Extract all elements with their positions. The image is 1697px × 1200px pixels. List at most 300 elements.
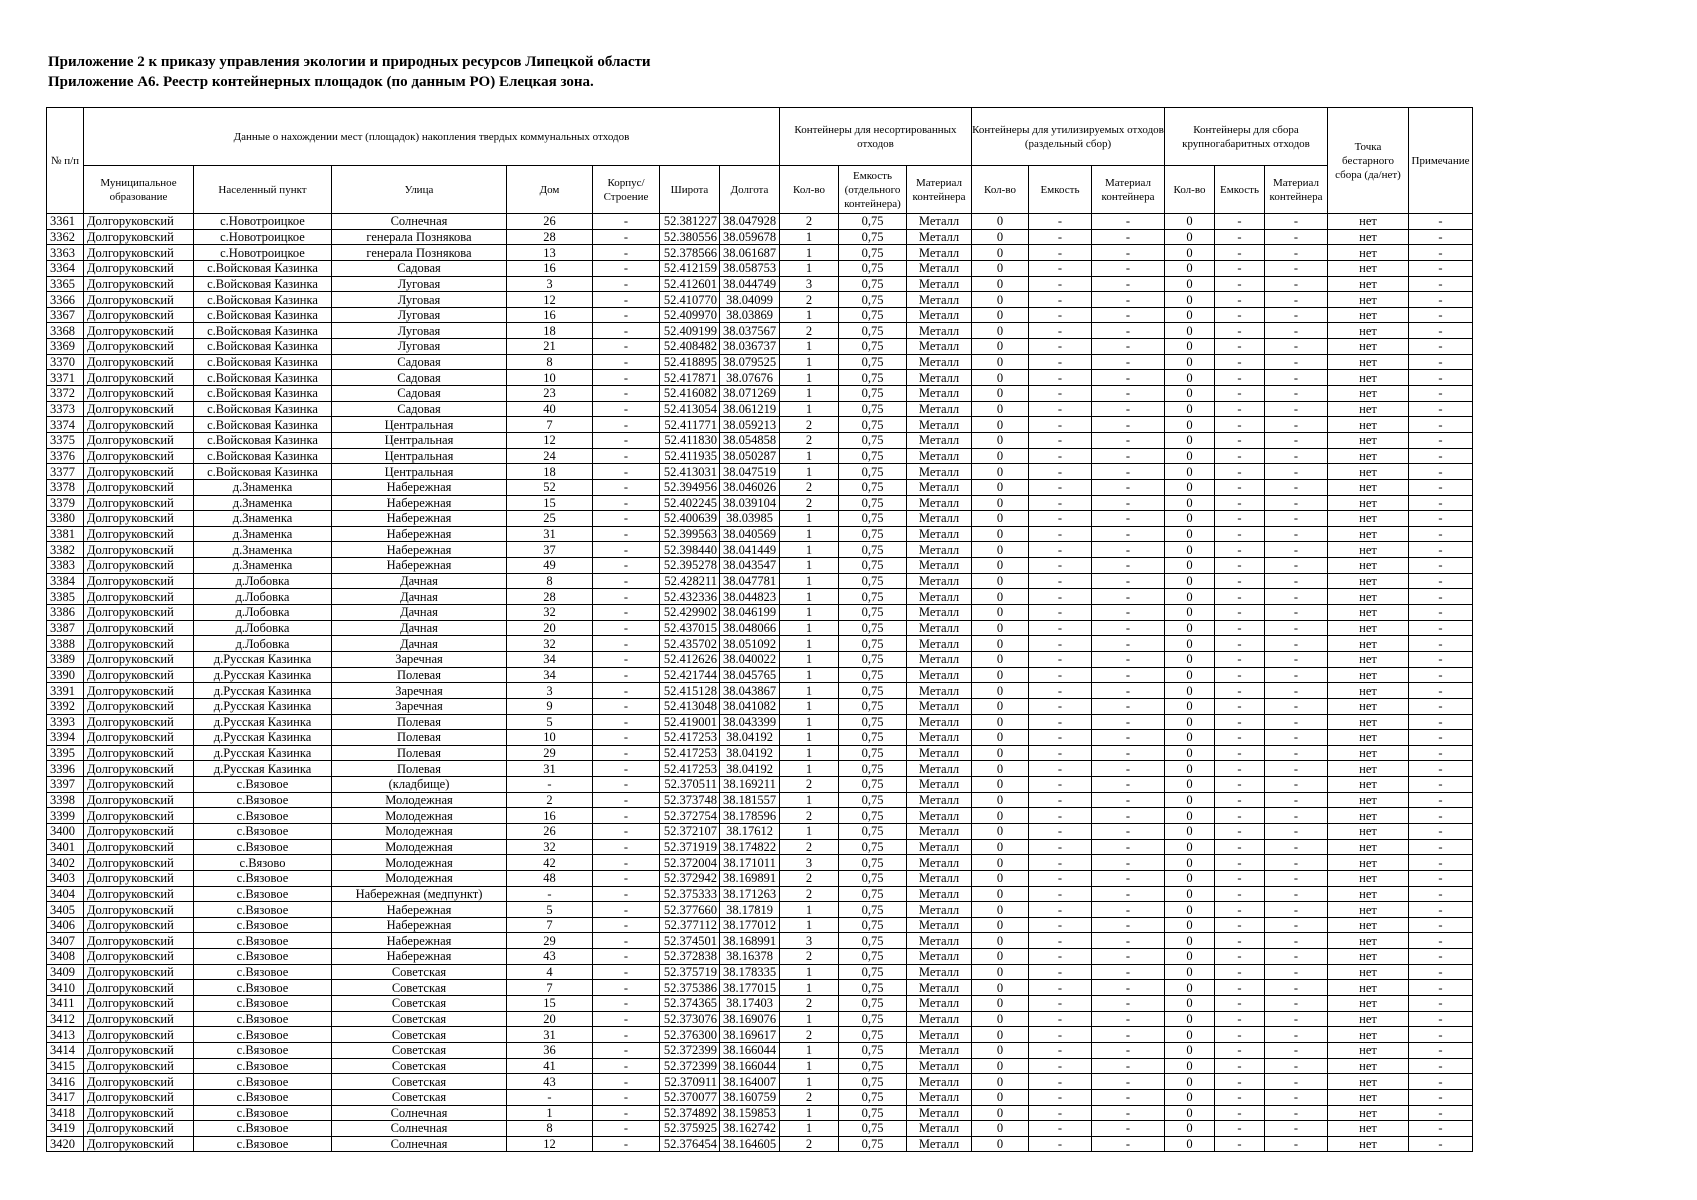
cell-building: -: [593, 229, 660, 245]
cell-bulky-count: 0: [1165, 307, 1215, 323]
cell-recyclable-material: -: [1092, 1121, 1165, 1137]
cell-latitude: 52.411771: [660, 417, 720, 433]
cell-bulky-capacity: -: [1215, 401, 1265, 417]
cell-bulk-collection-point: нет: [1328, 605, 1409, 621]
cell-recyclable-material: -: [1092, 417, 1165, 433]
cell-bulky-count: 0: [1165, 917, 1215, 933]
cell-house: 5: [507, 714, 593, 730]
cell-settlement: с.Войсковая Казинка: [194, 432, 332, 448]
cell-unsorted-material: Металл: [907, 1011, 972, 1027]
cell-house: 2: [507, 792, 593, 808]
cell-notes: -: [1409, 667, 1473, 683]
cell-unsorted-count: 1: [780, 448, 839, 464]
cell-unsorted-count: 2: [780, 870, 839, 886]
cell-municipality: Долгоруковский: [84, 667, 194, 683]
cell-house: 20: [507, 1011, 593, 1027]
cell-settlement: с.Войсковая Казинка: [194, 370, 332, 386]
cell-unsorted-capacity: 0,75: [839, 417, 907, 433]
table-header: [47, 108, 1473, 214]
cell-house: 15: [507, 996, 593, 1012]
cell-recyclable-material: -: [1092, 542, 1165, 558]
table-row: [47, 401, 1473, 417]
cell-recyclable-material: -: [1092, 605, 1165, 621]
cell-unsorted-capacity: 0,75: [839, 902, 907, 918]
cell-notes: -: [1409, 933, 1473, 949]
cell-bulky-count: 0: [1165, 339, 1215, 355]
cell-notes: -: [1409, 980, 1473, 996]
header-notes: Примечание: [1409, 108, 1473, 214]
cell-unsorted-capacity: 0,75: [839, 1058, 907, 1074]
cell-municipality: Долгоруковский: [84, 651, 194, 667]
cell-longitude: 38.16378: [720, 949, 780, 965]
cell-bulky-material: -: [1265, 1105, 1328, 1121]
cell-bulky-material: -: [1265, 886, 1328, 902]
cell-latitude: 52.417253: [660, 730, 720, 746]
cell-house: 37: [507, 542, 593, 558]
cell-longitude: 38.047519: [720, 464, 780, 480]
cell-municipality: Долгоруковский: [84, 479, 194, 495]
cell-row-number: 3402: [47, 855, 84, 871]
cell-recyclable-material: -: [1092, 996, 1165, 1012]
cell-unsorted-count: 1: [780, 667, 839, 683]
cell-bulky-count: 0: [1165, 964, 1215, 980]
cell-building: -: [593, 605, 660, 621]
cell-municipality: Долгоруковский: [84, 792, 194, 808]
cell-latitude: 52.410770: [660, 292, 720, 308]
cell-row-number: 3390: [47, 667, 84, 683]
cell-unsorted-capacity: 0,75: [839, 730, 907, 746]
cell-bulky-capacity: -: [1215, 933, 1265, 949]
cell-row-number: 3410: [47, 980, 84, 996]
cell-unsorted-material: Металл: [907, 1121, 972, 1137]
cell-settlement: с.Войсковая Казинка: [194, 464, 332, 480]
cell-unsorted-capacity: 0,75: [839, 714, 907, 730]
cell-street: Набережная: [332, 542, 507, 558]
cell-latitude: 52.417871: [660, 370, 720, 386]
cell-recyclable-capacity: -: [1029, 245, 1092, 261]
cell-recyclable-count: 0: [972, 714, 1029, 730]
cell-bulky-material: -: [1265, 870, 1328, 886]
cell-bulky-count: 0: [1165, 933, 1215, 949]
cell-recyclable-capacity: -: [1029, 511, 1092, 527]
cell-bulky-count: 0: [1165, 432, 1215, 448]
cell-unsorted-capacity: 0,75: [839, 558, 907, 574]
cell-unsorted-material: Металл: [907, 229, 972, 245]
cell-bulk-collection-point: нет: [1328, 292, 1409, 308]
cell-settlement: д.Русская Казинка: [194, 683, 332, 699]
cell-street: Советская: [332, 1089, 507, 1105]
cell-recyclable-count: 0: [972, 651, 1029, 667]
cell-municipality: Долгоруковский: [84, 339, 194, 355]
cell-bulk-collection-point: нет: [1328, 1121, 1409, 1137]
cell-unsorted-material: Металл: [907, 292, 972, 308]
cell-bulk-collection-point: нет: [1328, 464, 1409, 480]
cell-unsorted-count: 1: [780, 229, 839, 245]
cell-bulky-count: 0: [1165, 354, 1215, 370]
cell-latitude: 52.415128: [660, 683, 720, 699]
cell-municipality: Долгоруковский: [84, 401, 194, 417]
table-row: [47, 448, 1473, 464]
cell-longitude: 38.043547: [720, 558, 780, 574]
cell-recyclable-material: -: [1092, 589, 1165, 605]
cell-recyclable-material: -: [1092, 448, 1165, 464]
cell-recyclable-capacity: -: [1029, 683, 1092, 699]
cell-bulky-capacity: -: [1215, 479, 1265, 495]
cell-bulky-capacity: -: [1215, 870, 1265, 886]
cell-unsorted-material: Металл: [907, 870, 972, 886]
cell-recyclable-capacity: -: [1029, 1105, 1092, 1121]
cell-bulky-capacity: -: [1215, 761, 1265, 777]
cell-latitude: 52.381227: [660, 214, 720, 230]
cell-settlement: д.Русская Казинка: [194, 698, 332, 714]
cell-unsorted-material: Металл: [907, 511, 972, 527]
cell-bulky-capacity: -: [1215, 245, 1265, 261]
cell-unsorted-capacity: 0,75: [839, 1042, 907, 1058]
cell-recyclable-capacity: -: [1029, 1136, 1092, 1152]
cell-building: -: [593, 792, 660, 808]
cell-bulky-count: 0: [1165, 620, 1215, 636]
cell-longitude: 38.17612: [720, 823, 780, 839]
cell-bulky-count: 0: [1165, 777, 1215, 793]
cell-building: -: [593, 448, 660, 464]
cell-bulky-material: -: [1265, 996, 1328, 1012]
table-row: [47, 792, 1473, 808]
cell-row-number: 3375: [47, 432, 84, 448]
cell-longitude: 38.166044: [720, 1042, 780, 1058]
cell-latitude: 52.378566: [660, 245, 720, 261]
table-row: [47, 464, 1473, 480]
cell-unsorted-count: 2: [780, 1027, 839, 1043]
cell-bulky-material: -: [1265, 401, 1328, 417]
cell-row-number: 3407: [47, 933, 84, 949]
cell-notes: -: [1409, 886, 1473, 902]
cell-recyclable-capacity: -: [1029, 1074, 1092, 1090]
cell-recyclable-capacity: -: [1029, 495, 1092, 511]
cell-longitude: 38.045765: [720, 667, 780, 683]
cell-row-number: 3411: [47, 996, 84, 1012]
cell-recyclable-count: 0: [972, 933, 1029, 949]
cell-building: -: [593, 323, 660, 339]
cell-street: (кладбище): [332, 777, 507, 793]
cell-bulky-material: -: [1265, 432, 1328, 448]
cell-house: 8: [507, 573, 593, 589]
cell-bulky-capacity: -: [1215, 370, 1265, 386]
cell-recyclable-material: -: [1092, 1027, 1165, 1043]
cell-row-number: 3364: [47, 260, 84, 276]
cell-building: -: [593, 558, 660, 574]
cell-longitude: 38.162742: [720, 1121, 780, 1137]
cell-unsorted-material: Металл: [907, 245, 972, 261]
cell-longitude: 38.047781: [720, 573, 780, 589]
cell-bulky-capacity: -: [1215, 730, 1265, 746]
cell-building: -: [593, 855, 660, 871]
cell-latitude: 52.400639: [660, 511, 720, 527]
cell-bulky-capacity: -: [1215, 667, 1265, 683]
cell-row-number: 3396: [47, 761, 84, 777]
cell-unsorted-capacity: 0,75: [839, 339, 907, 355]
cell-municipality: Долгоруковский: [84, 276, 194, 292]
cell-recyclable-material: -: [1092, 1105, 1165, 1121]
cell-bulky-material: -: [1265, 620, 1328, 636]
cell-house: 31: [507, 526, 593, 542]
cell-unsorted-material: Металл: [907, 1074, 972, 1090]
cell-recyclable-count: 0: [972, 589, 1029, 605]
cell-row-number: 3415: [47, 1058, 84, 1074]
cell-street: Советская: [332, 1042, 507, 1058]
cell-house: 32: [507, 605, 593, 621]
cell-latitude: 52.375333: [660, 886, 720, 902]
cell-municipality: Долгоруковский: [84, 683, 194, 699]
cell-unsorted-count: 1: [780, 1074, 839, 1090]
cell-unsorted-material: Металл: [907, 386, 972, 402]
cell-notes: -: [1409, 573, 1473, 589]
cell-unsorted-material: Металл: [907, 1105, 972, 1121]
cell-latitude: 52.435702: [660, 636, 720, 652]
cell-notes: -: [1409, 229, 1473, 245]
cell-unsorted-material: Металл: [907, 933, 972, 949]
cell-row-number: 3368: [47, 323, 84, 339]
cell-municipality: Долгоруковский: [84, 1042, 194, 1058]
cell-unsorted-capacity: 0,75: [839, 245, 907, 261]
cell-latitude: 52.398440: [660, 542, 720, 558]
cell-unsorted-count: 1: [780, 651, 839, 667]
cell-unsorted-count: 1: [780, 761, 839, 777]
cell-bulk-collection-point: нет: [1328, 980, 1409, 996]
cell-settlement: с.Новотроицкое: [194, 245, 332, 261]
cell-settlement: д.Знаменка: [194, 558, 332, 574]
cell-notes: -: [1409, 245, 1473, 261]
table-row: [47, 980, 1473, 996]
cell-house: 9: [507, 698, 593, 714]
cell-notes: -: [1409, 949, 1473, 965]
cell-street: Заречная: [332, 698, 507, 714]
cell-unsorted-count: 2: [780, 323, 839, 339]
cell-row-number: 3362: [47, 229, 84, 245]
table-row: [47, 573, 1473, 589]
cell-unsorted-capacity: 0,75: [839, 808, 907, 824]
cell-recyclable-count: 0: [972, 683, 1029, 699]
cell-longitude: 38.04192: [720, 730, 780, 746]
cell-bulky-capacity: -: [1215, 714, 1265, 730]
cell-house: 3: [507, 276, 593, 292]
cell-unsorted-count: 1: [780, 558, 839, 574]
table-row: [47, 542, 1473, 558]
cell-unsorted-capacity: 0,75: [839, 949, 907, 965]
cell-bulky-count: 0: [1165, 1042, 1215, 1058]
cell-house: 18: [507, 323, 593, 339]
cell-row-number: 3395: [47, 745, 84, 761]
cell-recyclable-count: 0: [972, 307, 1029, 323]
cell-unsorted-material: Металл: [907, 636, 972, 652]
cell-latitude: 52.370077: [660, 1089, 720, 1105]
cell-recyclable-count: 0: [972, 964, 1029, 980]
cell-notes: -: [1409, 432, 1473, 448]
cell-municipality: Долгоруковский: [84, 1121, 194, 1137]
cell-house: 8: [507, 1121, 593, 1137]
cell-recyclable-count: 0: [972, 855, 1029, 871]
cell-settlement: с.Новотроицкое: [194, 229, 332, 245]
cell-longitude: 38.047928: [720, 214, 780, 230]
cell-municipality: Долгоруковский: [84, 229, 194, 245]
cell-longitude: 38.061687: [720, 245, 780, 261]
cell-house: 3: [507, 683, 593, 699]
cell-recyclable-capacity: -: [1029, 902, 1092, 918]
cell-unsorted-material: Металл: [907, 542, 972, 558]
table-row: [47, 1121, 1473, 1137]
cell-row-number: 3378: [47, 479, 84, 495]
cell-building: -: [593, 745, 660, 761]
cell-bulky-count: 0: [1165, 667, 1215, 683]
cell-bulk-collection-point: нет: [1328, 808, 1409, 824]
cell-recyclable-material: -: [1092, 949, 1165, 965]
cell-house: 4: [507, 964, 593, 980]
cell-recyclable-material: -: [1092, 386, 1165, 402]
cell-latitude: 52.417253: [660, 761, 720, 777]
cell-notes: -: [1409, 479, 1473, 495]
cell-recyclable-material: -: [1092, 214, 1165, 230]
cell-recyclable-count: 0: [972, 1027, 1029, 1043]
cell-row-number: 3401: [47, 839, 84, 855]
cell-longitude: 38.169617: [720, 1027, 780, 1043]
cell-street: Солнечная: [332, 214, 507, 230]
cell-row-number: 3373: [47, 401, 84, 417]
cell-bulky-material: -: [1265, 1027, 1328, 1043]
cell-row-number: 3408: [47, 949, 84, 965]
table-row: [47, 354, 1473, 370]
cell-row-number: 3363: [47, 245, 84, 261]
cell-bulky-count: 0: [1165, 558, 1215, 574]
cell-building: -: [593, 823, 660, 839]
cell-municipality: Долгоруковский: [84, 855, 194, 871]
cell-unsorted-count: 1: [780, 620, 839, 636]
cell-row-number: 3384: [47, 573, 84, 589]
cell-street: Садовая: [332, 260, 507, 276]
cell-house: 1: [507, 1105, 593, 1121]
cell-recyclable-material: -: [1092, 714, 1165, 730]
table-row: [47, 730, 1473, 746]
table-row: [47, 1042, 1473, 1058]
table-row: [47, 386, 1473, 402]
cell-bulk-collection-point: нет: [1328, 589, 1409, 605]
cell-settlement: с.Вязовое: [194, 964, 332, 980]
cell-bulky-capacity: -: [1215, 1058, 1265, 1074]
cell-settlement: с.Вязовое: [194, 792, 332, 808]
cell-bulk-collection-point: нет: [1328, 276, 1409, 292]
cell-recyclable-capacity: -: [1029, 370, 1092, 386]
cell-street: Молодежная: [332, 792, 507, 808]
cell-bulk-collection-point: нет: [1328, 260, 1409, 276]
cell-notes: -: [1409, 1136, 1473, 1152]
header-municipality: Муниципальное образование: [84, 166, 194, 214]
cell-recyclable-material: -: [1092, 511, 1165, 527]
cell-recyclable-capacity: -: [1029, 964, 1092, 980]
cell-bulky-capacity: -: [1215, 698, 1265, 714]
cell-bulky-material: -: [1265, 777, 1328, 793]
cell-municipality: Долгоруковский: [84, 1074, 194, 1090]
cell-bulky-count: 0: [1165, 949, 1215, 965]
cell-latitude: 52.376300: [660, 1027, 720, 1043]
cell-bulky-capacity: -: [1215, 292, 1265, 308]
cell-bulk-collection-point: нет: [1328, 511, 1409, 527]
cell-unsorted-count: 1: [780, 917, 839, 933]
cell-building: -: [593, 636, 660, 652]
cell-unsorted-capacity: 0,75: [839, 933, 907, 949]
cell-street: Дачная: [332, 636, 507, 652]
cell-bulk-collection-point: нет: [1328, 777, 1409, 793]
cell-unsorted-capacity: 0,75: [839, 683, 907, 699]
cell-unsorted-count: 1: [780, 683, 839, 699]
cell-unsorted-count: 1: [780, 370, 839, 386]
table-row: [47, 1105, 1473, 1121]
cell-bulky-capacity: -: [1215, 1011, 1265, 1027]
cell-bulky-capacity: -: [1215, 448, 1265, 464]
cell-recyclable-count: 0: [972, 1058, 1029, 1074]
cell-unsorted-material: Металл: [907, 917, 972, 933]
cell-bulky-count: 0: [1165, 245, 1215, 261]
cell-latitude: 52.402245: [660, 495, 720, 511]
cell-bulk-collection-point: нет: [1328, 792, 1409, 808]
cell-bulky-material: -: [1265, 1136, 1328, 1152]
cell-bulk-collection-point: нет: [1328, 1074, 1409, 1090]
cell-unsorted-material: Металл: [907, 1058, 972, 1074]
header-unsorted-material: Материал контейнера: [907, 166, 972, 214]
cell-row-number: 3370: [47, 354, 84, 370]
cell-bulky-count: 0: [1165, 526, 1215, 542]
cell-municipality: Долгоруковский: [84, 902, 194, 918]
cell-settlement: с.Вязовое: [194, 980, 332, 996]
cell-unsorted-material: Металл: [907, 964, 972, 980]
cell-bulky-capacity: -: [1215, 1027, 1265, 1043]
cell-notes: -: [1409, 902, 1473, 918]
cell-latitude: 52.374892: [660, 1105, 720, 1121]
cell-bulky-count: 0: [1165, 1011, 1215, 1027]
cell-bulky-material: -: [1265, 229, 1328, 245]
cell-bulky-count: 0: [1165, 1089, 1215, 1105]
cell-recyclable-capacity: -: [1029, 636, 1092, 652]
cell-bulk-collection-point: нет: [1328, 526, 1409, 542]
cell-municipality: Долгоруковский: [84, 823, 194, 839]
cell-house: 43: [507, 949, 593, 965]
table-row: [47, 1074, 1473, 1090]
cell-row-number: 3419: [47, 1121, 84, 1137]
cell-bulky-count: 0: [1165, 292, 1215, 308]
cell-bulk-collection-point: нет: [1328, 1136, 1409, 1152]
cell-notes: -: [1409, 917, 1473, 933]
cell-unsorted-count: 1: [780, 1105, 839, 1121]
cell-unsorted-capacity: 0,75: [839, 448, 907, 464]
cell-latitude: 52.372107: [660, 823, 720, 839]
cell-recyclable-count: 0: [972, 839, 1029, 855]
table-row: [47, 745, 1473, 761]
cell-recyclable-count: 0: [972, 949, 1029, 965]
table-row: [47, 495, 1473, 511]
cell-building: -: [593, 902, 660, 918]
cell-bulky-count: 0: [1165, 808, 1215, 824]
cell-recyclable-count: 0: [972, 354, 1029, 370]
header-bulky-capacity: Емкость: [1215, 166, 1265, 214]
cell-bulky-count: 0: [1165, 1105, 1215, 1121]
cell-unsorted-count: 1: [780, 354, 839, 370]
cell-notes: -: [1409, 370, 1473, 386]
cell-longitude: 38.178596: [720, 808, 780, 824]
cell-building: -: [593, 917, 660, 933]
cell-bulky-material: -: [1265, 761, 1328, 777]
cell-bulky-material: -: [1265, 589, 1328, 605]
cell-recyclable-capacity: -: [1029, 620, 1092, 636]
cell-bulky-count: 0: [1165, 996, 1215, 1012]
cell-bulky-count: 0: [1165, 276, 1215, 292]
cell-bulk-collection-point: нет: [1328, 683, 1409, 699]
